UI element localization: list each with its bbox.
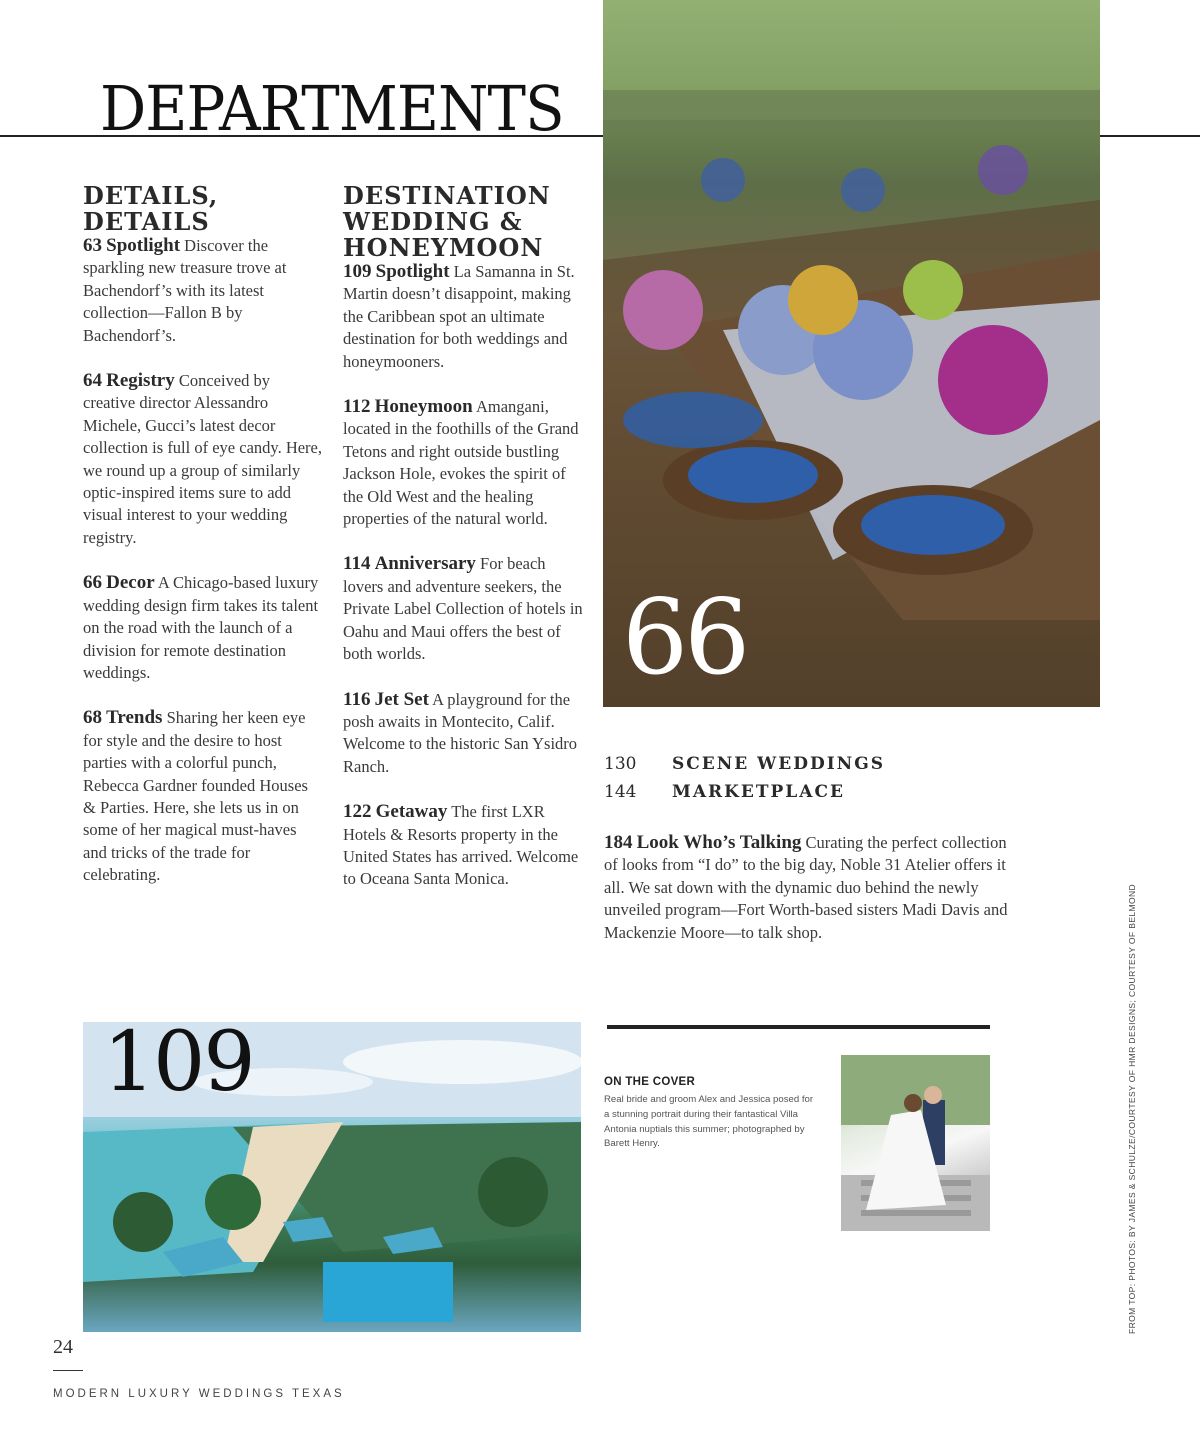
entry-keyword: Spotlight [375, 261, 450, 282]
entry-text: La Samanna in St. Martin doesn’t disappoint, making the Caribbean spot an ultimate destination for both weddings and honeymooners. [343, 262, 575, 371]
entry-text: Discover the sparkling new treasure trove at Bachendorf’s with its latest collection—Fallon B by Bachendorf’s. [83, 236, 287, 345]
entry-keyword: Jet Set [374, 688, 429, 710]
dept-name: SCENE WEDDINGS [672, 754, 885, 774]
toc-entry [343, 553, 583, 665]
entry-keyword: Registry [106, 370, 175, 392]
entry-text: Conceived by creative director Alessandro Michele, Gucci’s latest decor collection is full of eye candy. Here, we round up a group of similarly optic-inspired items sure to add visual interest to your wedding registry. [83, 371, 323, 547]
entry-page: 68 [83, 707, 102, 729]
dept-page: 144 [604, 782, 637, 802]
folio-rule [53, 1370, 83, 1371]
cover-heading: ON THE COVER [604, 1076, 696, 1088]
entry-keyword: Spotlight [106, 235, 181, 256]
entry-text: Sharing her keen eye for style and the desire to host parties with a colorful punch, Rebecca Gardner founded Houses & Parties. Here, she lets us in on some of her magical must-haves and tricks of the trade for celebrating. [83, 708, 308, 885]
section-heading-details: DETAILS, DETAILS [83, 181, 219, 236]
dept-name: MARKETPLACE [672, 782, 845, 802]
dept-row [604, 778, 845, 806]
entry-text: Curating the perfect collection of looks from “I do” to the big day, Noble 31 Atelier offers it all. We sat down with the dynamic duo behind the newly unveiled program—Fort Worth-based sisters Madi Davis and Mackenzie Moore—to talk shop. [604, 833, 1008, 942]
entry-page: 116 [343, 688, 371, 710]
toc-entry [83, 572, 323, 684]
entry-page: 63 [83, 235, 102, 256]
entry-keyword: Honeymoon [374, 396, 473, 418]
photo-cover-couple [841, 1055, 990, 1231]
page-title: DEPARTMENTS [100, 72, 564, 145]
entry-page: 112 [343, 396, 371, 418]
entry-text: For beach lovers and adventure seekers, the Private Label Collection of hotels in Oahu and Maui offers the best of both worlds. [343, 554, 583, 664]
dept-page: 130 [604, 754, 637, 774]
toc-entry [83, 370, 323, 549]
entry-keyword: Trends [106, 707, 163, 729]
cover-caption: Real bride and groom Alex and Jessica posed for a stunning portrait during their fantastical Villa Antonia nuptials this summer; photographed by Barett Henry. [604, 1094, 814, 1150]
page-number: 24 [53, 1336, 73, 1358]
column-destination [343, 183, 583, 914]
feature-entry [604, 832, 1024, 944]
toc-entry [83, 707, 323, 886]
toc-entry [343, 689, 583, 779]
entry-page: 66 [83, 572, 102, 594]
entry-keyword: Decor [106, 572, 155, 594]
entry-text: Amangani, located in the foothills of the Grand Tetons and right outside bustling Jackson Hole, evokes the spirit of the Old West and the healing properties of the natural world. [343, 397, 579, 529]
photo-credit: FROM TOP: PHOTOS: BY JAMES & SCHULZE/COURTESY OF HMR DESIGNS; COURTESY OF BELMOND [1127, 883, 1137, 1334]
photo-number-109: 109 [103, 1015, 254, 1110]
entry-page: 64 [83, 370, 102, 392]
toc-entry [83, 235, 323, 347]
entry-page: 184 [604, 832, 633, 853]
cover-couple-illustration [841, 1055, 990, 1231]
entry-page: 122 [343, 801, 372, 823]
entry-keyword: Anniversary [374, 553, 476, 575]
photo-number-66: 66 [622, 576, 747, 698]
toc-entry [343, 261, 583, 373]
column-details [83, 183, 323, 910]
entry-text: A playground for the posh awaits in Montecito, Calif. Welcome to the historic San Ysidro Ranch. [343, 689, 578, 776]
section-heading-destination: DESTINATION WEDDING & HONEYMOON [343, 181, 551, 262]
entry-page: 109 [343, 261, 372, 282]
toc-entry [343, 801, 583, 891]
entry-keyword: Look Who’s Talking [636, 832, 802, 853]
magazine-name: MODERN LUXURY WEDDINGS TEXAS [53, 1388, 345, 1400]
entry-text: A Chicago-based luxury wedding design firm takes its talent on the road with the launch of a division for remote destination weddings. [83, 573, 319, 682]
toc-entry [343, 396, 583, 530]
cover-rule [607, 1025, 990, 1029]
entry-text: The first LXR Hotels & Resorts property in the United States has arrived. Welcome to Oceana Santa Monica. [343, 802, 579, 889]
entry-keyword: Getaway [375, 801, 448, 823]
entry-page: 114 [343, 553, 371, 575]
dept-row [604, 750, 885, 778]
